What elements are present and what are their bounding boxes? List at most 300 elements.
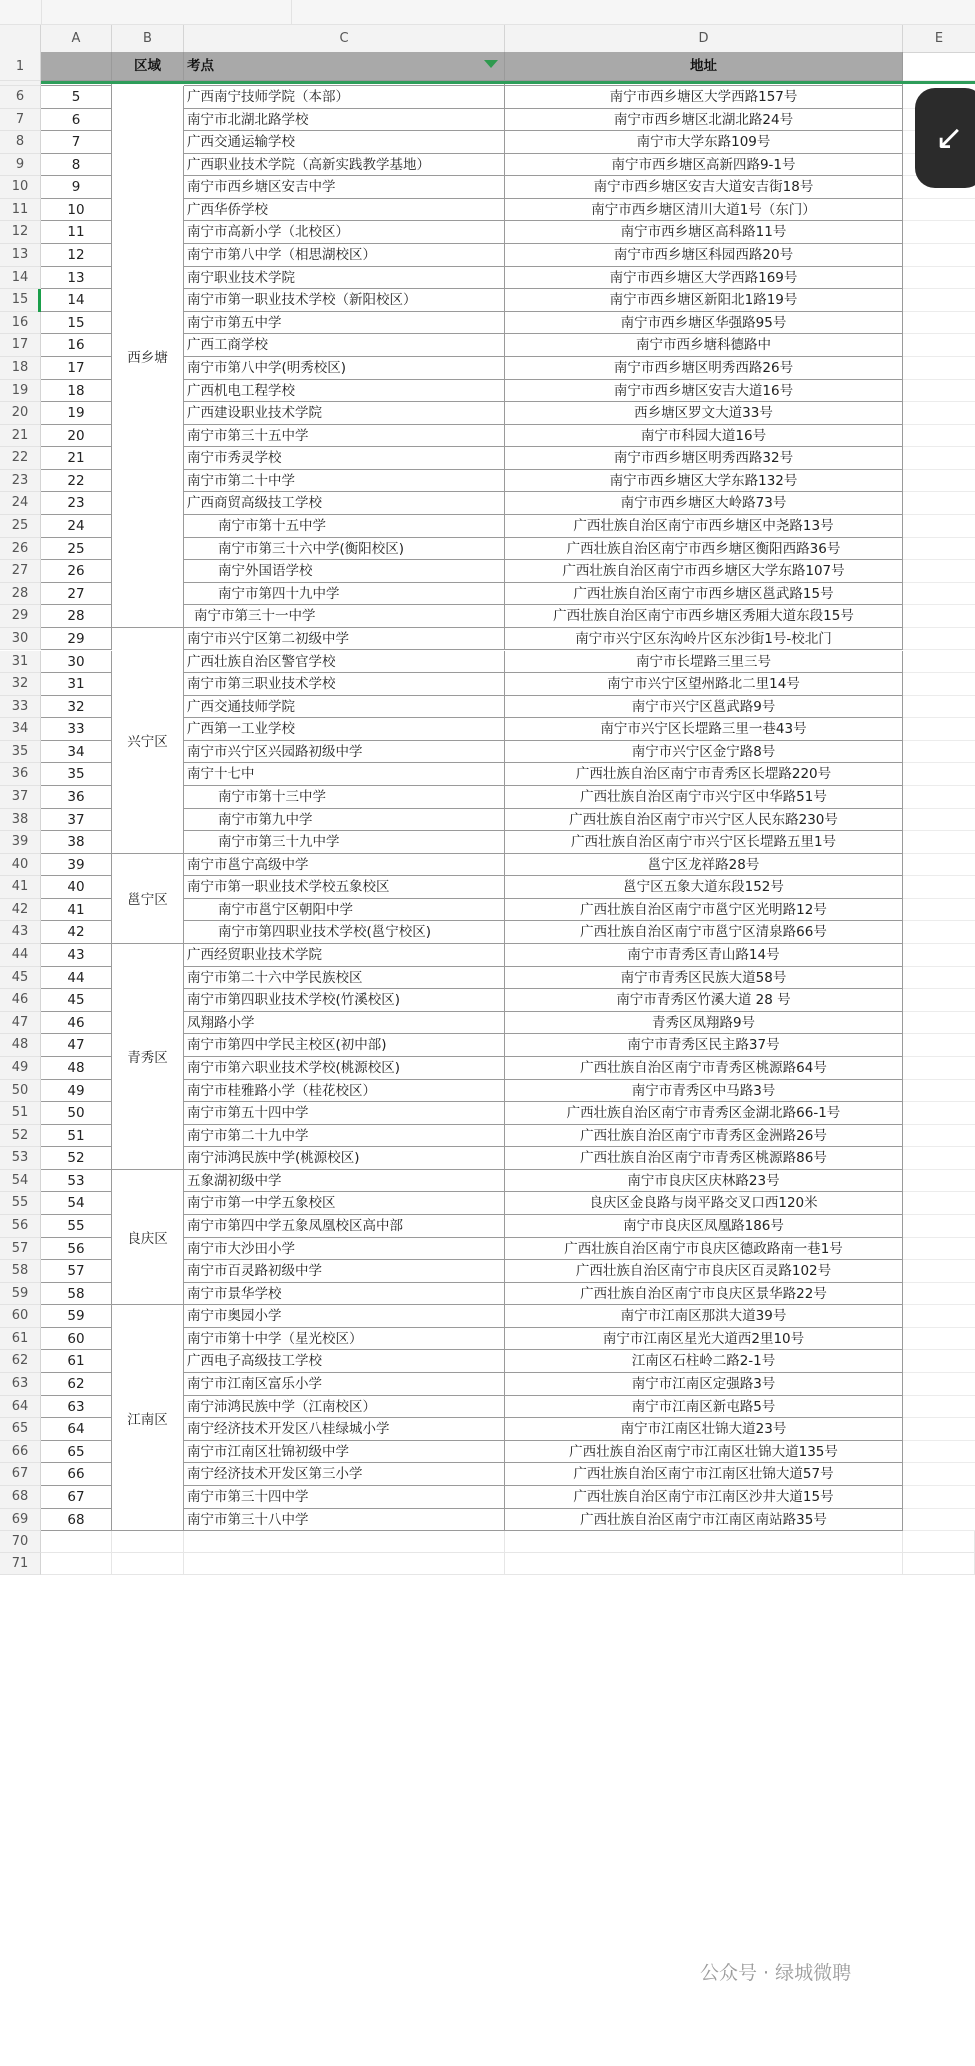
empty-cell[interactable] (903, 967, 975, 990)
empty-cell[interactable] (903, 899, 975, 922)
seq-number-cell[interactable]: 40 (41, 876, 112, 899)
exam-site-cell[interactable]: 广西职业技术学院（高新实践教学基地） (184, 154, 505, 177)
seq-number-cell[interactable]: 54 (41, 1192, 112, 1215)
exam-site-cell[interactable]: 广西建设职业技术学院 (184, 402, 505, 425)
row-header[interactable]: 6 (0, 86, 41, 109)
filter-dropdown-icon[interactable] (484, 60, 498, 68)
row-header[interactable]: 61 (0, 1328, 41, 1351)
row-header[interactable]: 45 (0, 967, 41, 990)
address-cell[interactable]: 邕宁区龙祥路28号 (505, 854, 903, 877)
row-header[interactable]: 30 (0, 628, 41, 651)
seq-number-cell[interactable]: 44 (41, 967, 112, 990)
exam-site-cell[interactable]: 广西商贸高级技工学校 (184, 492, 505, 515)
address-cell[interactable]: 广西壮族自治区南宁市兴宁区人民东路230号 (505, 809, 903, 832)
row-header[interactable]: 47 (0, 1012, 41, 1035)
empty-cell[interactable] (903, 221, 975, 244)
exam-site-cell[interactable]: 广西南宁技师学院（本部） (184, 86, 505, 109)
exam-site-cell[interactable]: 南宁市兴宁区兴园路初级中学 (184, 741, 505, 764)
row-header[interactable]: 16 (0, 312, 41, 335)
row-header[interactable]: 42 (0, 899, 41, 922)
row-header[interactable]: 57 (0, 1238, 41, 1261)
empty-cell[interactable] (112, 1531, 184, 1553)
address-cell[interactable]: 南宁市西乡塘区明秀西路32号 (505, 447, 903, 470)
empty-cell[interactable] (903, 989, 975, 1012)
empty-cell[interactable] (903, 1373, 975, 1396)
exam-site-cell[interactable]: 南宁市第十五中学 (184, 515, 505, 538)
seq-number-cell[interactable]: 29 (41, 628, 112, 651)
empty-cell[interactable] (903, 944, 975, 967)
exam-site-cell[interactable]: 广西电子高级技工学校 (184, 1350, 505, 1373)
seq-number-cell[interactable]: 46 (41, 1012, 112, 1035)
address-cell[interactable]: 南宁市西乡塘科德路中 (505, 334, 903, 357)
seq-number-cell[interactable]: 65 (41, 1441, 112, 1464)
row-header[interactable]: 56 (0, 1215, 41, 1238)
empty-cell[interactable] (903, 1215, 975, 1238)
address-cell[interactable]: 南宁市西乡塘区科园西路20号 (505, 244, 903, 267)
seq-number-cell[interactable]: 31 (41, 673, 112, 696)
seq-number-cell[interactable]: 66 (41, 1463, 112, 1486)
exam-site-cell[interactable]: 南宁市兴宁区第二初级中学 (184, 628, 505, 651)
empty-cell[interactable] (903, 334, 975, 357)
address-cell[interactable]: 南宁市兴宁区金宁路8号 (505, 741, 903, 764)
seq-number-cell[interactable]: 56 (41, 1238, 112, 1261)
empty-cell[interactable] (903, 831, 975, 854)
row-header[interactable]: 1 (0, 52, 41, 81)
header-cell-exam-site[interactable]: 考点 (184, 52, 505, 81)
address-cell[interactable]: 南宁市青秀区青山路14号 (505, 944, 903, 967)
exam-site-cell[interactable]: 南宁市第三十九中学 (184, 831, 505, 854)
exam-site-cell[interactable]: 南宁市第五十四中学 (184, 1102, 505, 1125)
address-cell[interactable]: 江南区石柱岭二路2-1号 (505, 1350, 903, 1373)
empty-cell[interactable] (903, 1350, 975, 1373)
exam-site-cell[interactable]: 南宁市第十三中学 (184, 786, 505, 809)
address-cell[interactable]: 南宁市江南区定强路3号 (505, 1373, 903, 1396)
exam-site-cell[interactable]: 南宁外国语学校 (184, 560, 505, 583)
address-cell[interactable]: 广西壮族自治区南宁市西乡塘区邕武路15号 (505, 583, 903, 606)
address-cell[interactable]: 南宁市青秀区中马路3号 (505, 1080, 903, 1103)
row-header[interactable]: 35 (0, 741, 41, 764)
row-header[interactable]: 11 (0, 199, 41, 222)
seq-number-cell[interactable]: 8 (41, 154, 112, 177)
empty-cell[interactable] (903, 515, 975, 538)
select-all-corner[interactable] (0, 25, 41, 52)
empty-cell[interactable] (903, 1238, 975, 1261)
exam-site-cell[interactable]: 凤翔路小学 (184, 1012, 505, 1035)
row-header[interactable]: 7 (0, 109, 41, 132)
address-cell[interactable]: 西乡塘区罗文大道33号 (505, 402, 903, 425)
exam-site-cell[interactable]: 南宁市第二十六中学民族校区 (184, 967, 505, 990)
row-header[interactable]: 28 (0, 583, 41, 606)
row-header[interactable]: 34 (0, 718, 41, 741)
address-cell[interactable]: 广西壮族自治区南宁市江南区壮锦大道135号 (505, 1441, 903, 1464)
address-cell[interactable]: 南宁市西乡塘区清川大道1号（东门） (505, 199, 903, 222)
exam-site-cell[interactable]: 广西华侨学校 (184, 199, 505, 222)
seq-number-cell[interactable]: 36 (41, 786, 112, 809)
header-cell-address[interactable]: 地址 (505, 52, 903, 81)
seq-number-cell[interactable]: 25 (41, 538, 112, 561)
exam-site-cell[interactable]: 南宁市第一职业技术学校五象校区 (184, 876, 505, 899)
row-header[interactable]: 20 (0, 402, 41, 425)
seq-number-cell[interactable]: 6 (41, 109, 112, 132)
address-cell[interactable]: 南宁市江南区新屯路5号 (505, 1396, 903, 1419)
header-cell-region[interactable]: 区域 (112, 52, 184, 81)
empty-cell[interactable] (903, 1057, 975, 1080)
seq-number-cell[interactable]: 12 (41, 244, 112, 267)
address-cell[interactable]: 南宁市西乡塘区安吉大道安吉街18号 (505, 176, 903, 199)
exam-site-cell[interactable]: 南宁市第三职业技术学校 (184, 673, 505, 696)
row-header[interactable]: 13 (0, 244, 41, 267)
exam-site-cell[interactable]: 南宁市江南区壮锦初级中学 (184, 1441, 505, 1464)
exam-site-cell[interactable]: 南宁市第五中学 (184, 312, 505, 335)
seq-number-cell[interactable]: 68 (41, 1509, 112, 1532)
exam-site-cell[interactable]: 南宁市奥园小学 (184, 1305, 505, 1328)
empty-cell[interactable] (903, 1034, 975, 1057)
empty-cell[interactable] (903, 1305, 975, 1328)
empty-cell[interactable] (903, 718, 975, 741)
column-header-b[interactable]: B (112, 25, 184, 52)
row-header[interactable]: 32 (0, 673, 41, 696)
row-header[interactable]: 10 (0, 176, 41, 199)
address-cell[interactable]: 南宁市青秀区竹溪大道 28 号 (505, 989, 903, 1012)
collapse-arrows-icon[interactable]: ↙ (915, 88, 975, 188)
empty-cell[interactable] (903, 447, 975, 470)
row-header[interactable]: 15 (0, 289, 41, 312)
exam-site-cell[interactable]: 南宁市第三十五中学 (184, 425, 505, 448)
address-cell[interactable]: 广西壮族自治区南宁市青秀区桃源路86号 (505, 1147, 903, 1170)
row-header[interactable]: 36 (0, 763, 41, 786)
exam-site-cell[interactable]: 南宁市第一中学五象校区 (184, 1192, 505, 1215)
exam-site-cell[interactable]: 广西工商学校 (184, 334, 505, 357)
empty-cell[interactable] (903, 402, 975, 425)
empty-cell[interactable] (903, 786, 975, 809)
region-merged-cell[interactable]: 良庆区 (112, 1170, 184, 1305)
exam-site-cell[interactable]: 南宁市第三十八中学 (184, 1509, 505, 1532)
exam-site-cell[interactable]: 南宁市第九中学 (184, 809, 505, 832)
address-cell[interactable]: 广西壮族自治区南宁市西乡塘区中尧路13号 (505, 515, 903, 538)
address-cell[interactable]: 南宁市江南区那洪大道39号 (505, 1305, 903, 1328)
exam-site-cell[interactable]: 南宁市第十中学（星光校区） (184, 1328, 505, 1351)
empty-cell[interactable] (903, 583, 975, 606)
seq-number-cell[interactable]: 48 (41, 1057, 112, 1080)
column-header-a[interactable]: A (41, 25, 112, 52)
empty-cell[interactable] (903, 763, 975, 786)
empty-cell[interactable] (903, 876, 975, 899)
row-header[interactable]: 65 (0, 1418, 41, 1441)
empty-cell[interactable] (903, 1080, 975, 1103)
address-cell[interactable]: 南宁市西乡塘区大学西路157号 (505, 86, 903, 109)
address-cell[interactable]: 广西壮族自治区南宁市兴宁区长堽路五里1号 (505, 831, 903, 854)
seq-number-cell[interactable]: 37 (41, 809, 112, 832)
empty-cell[interactable] (903, 1418, 975, 1441)
exam-site-cell[interactable]: 南宁市第一职业技术学校（新阳校区） (184, 289, 505, 312)
exam-site-cell[interactable]: 广西壮族自治区警官学校 (184, 651, 505, 674)
seq-number-cell[interactable]: 61 (41, 1350, 112, 1373)
column-header-c[interactable]: C (184, 25, 505, 52)
row-header[interactable]: 58 (0, 1260, 41, 1283)
seq-number-cell[interactable]: 42 (41, 921, 112, 944)
empty-cell[interactable] (903, 1260, 975, 1283)
region-merged-cell[interactable]: 青秀区 (112, 944, 184, 1170)
exam-site-cell[interactable]: 南宁职业技术学院 (184, 267, 505, 290)
exam-site-cell[interactable]: 南宁市西乡塘区安吉中学 (184, 176, 505, 199)
address-cell[interactable]: 南宁市良庆区凤凰路186号 (505, 1215, 903, 1238)
address-cell[interactable]: 广西壮族自治区南宁市青秀区长堽路220号 (505, 763, 903, 786)
region-merged-cell[interactable]: 邕宁区 (112, 854, 184, 944)
empty-cell[interactable] (903, 1396, 975, 1419)
empty-cell[interactable] (903, 921, 975, 944)
empty-cell[interactable] (903, 470, 975, 493)
row-header[interactable]: 46 (0, 989, 41, 1012)
seq-number-cell[interactable]: 53 (41, 1170, 112, 1193)
exam-site-cell[interactable]: 南宁经济技术开发区第三小学 (184, 1463, 505, 1486)
address-cell[interactable]: 南宁市西乡塘区大学西路169号 (505, 267, 903, 290)
empty-cell[interactable] (903, 289, 975, 312)
seq-number-cell[interactable]: 52 (41, 1147, 112, 1170)
empty-cell[interactable] (184, 1553, 505, 1575)
empty-cell[interactable] (903, 1283, 975, 1306)
row-header[interactable]: 22 (0, 447, 41, 470)
address-cell[interactable]: 南宁市西乡塘区北湖北路24号 (505, 109, 903, 132)
empty-cell[interactable] (903, 380, 975, 403)
seq-number-cell[interactable]: 41 (41, 899, 112, 922)
address-cell[interactable]: 广西壮族自治区南宁市江南区沙井大道15号 (505, 1486, 903, 1509)
exam-site-cell[interactable]: 南宁市第四十九中学 (184, 583, 505, 606)
seq-number-cell[interactable]: 47 (41, 1034, 112, 1057)
address-cell[interactable]: 南宁市西乡塘区高科路11号 (505, 221, 903, 244)
row-header[interactable]: 50 (0, 1080, 41, 1103)
address-cell[interactable]: 南宁市兴宁区望州路北二里14号 (505, 673, 903, 696)
seq-number-cell[interactable]: 24 (41, 515, 112, 538)
empty-cell[interactable] (505, 1531, 903, 1553)
seq-number-cell[interactable]: 19 (41, 402, 112, 425)
address-cell[interactable]: 广西壮族自治区南宁市良庆区景华路22号 (505, 1283, 903, 1306)
seq-number-cell[interactable]: 50 (41, 1102, 112, 1125)
exam-site-cell[interactable]: 南宁市第八中学（相思湖校区） (184, 244, 505, 267)
address-cell[interactable]: 南宁市兴宁区邕武路9号 (505, 696, 903, 719)
address-cell[interactable]: 广西壮族自治区南宁市江南区壮锦大道57号 (505, 1463, 903, 1486)
seq-number-cell[interactable]: 49 (41, 1080, 112, 1103)
exam-site-cell[interactable]: 南宁市第四职业技术学校(邕宁校区) (184, 921, 505, 944)
exam-site-cell[interactable]: 广西第一工业学校 (184, 718, 505, 741)
empty-cell[interactable] (903, 673, 975, 696)
address-cell[interactable]: 南宁市科园大道16号 (505, 425, 903, 448)
address-cell[interactable]: 广西壮族自治区南宁市邕宁区清泉路66号 (505, 921, 903, 944)
address-cell[interactable]: 南宁市西乡塘区高新四路9-1号 (505, 154, 903, 177)
column-header-d[interactable]: D (505, 25, 903, 52)
header-cell-a[interactable] (41, 52, 112, 81)
row-header[interactable]: 51 (0, 1102, 41, 1125)
seq-number-cell[interactable]: 14 (41, 289, 112, 312)
row-header[interactable]: 21 (0, 425, 41, 448)
seq-number-cell[interactable]: 63 (41, 1396, 112, 1419)
empty-cell[interactable] (903, 605, 975, 628)
seq-number-cell[interactable]: 59 (41, 1305, 112, 1328)
address-cell[interactable]: 良庆区金良路与岗平路交叉口西120米 (505, 1192, 903, 1215)
seq-number-cell[interactable]: 55 (41, 1215, 112, 1238)
address-cell[interactable]: 南宁市江南区星光大道西2里10号 (505, 1328, 903, 1351)
exam-site-cell[interactable]: 南宁市第三十四中学 (184, 1486, 505, 1509)
exam-site-cell[interactable]: 南宁市秀灵学校 (184, 447, 505, 470)
row-header[interactable]: 25 (0, 515, 41, 538)
seq-number-cell[interactable]: 23 (41, 492, 112, 515)
row-header[interactable]: 17 (0, 334, 41, 357)
seq-number-cell[interactable]: 64 (41, 1418, 112, 1441)
seq-number-cell[interactable]: 57 (41, 1260, 112, 1283)
address-cell[interactable]: 广西壮族自治区南宁市西乡塘区大学东路107号 (505, 560, 903, 583)
row-header[interactable]: 53 (0, 1147, 41, 1170)
empty-cell[interactable] (903, 1147, 975, 1170)
seq-number-cell[interactable]: 21 (41, 447, 112, 470)
row-header[interactable]: 33 (0, 696, 41, 719)
seq-number-cell[interactable]: 15 (41, 312, 112, 335)
seq-number-cell[interactable]: 13 (41, 267, 112, 290)
exam-site-cell[interactable]: 南宁市百灵路初级中学 (184, 1260, 505, 1283)
exam-site-cell[interactable]: 南宁市第三十一中学 (184, 605, 505, 628)
exam-site-cell[interactable]: 南宁十七中 (184, 763, 505, 786)
empty-cell[interactable] (903, 425, 975, 448)
empty-cell[interactable] (903, 560, 975, 583)
column-header-e[interactable]: E (934, 31, 944, 46)
empty-cell[interactable] (903, 1328, 975, 1351)
empty-cell[interactable] (903, 1553, 975, 1575)
exam-site-cell[interactable]: 南宁沛鸿民族中学（江南校区） (184, 1396, 505, 1419)
empty-cell[interactable] (903, 244, 975, 267)
row-header[interactable]: 29 (0, 605, 41, 628)
row-header[interactable]: 55 (0, 1192, 41, 1215)
empty-cell[interactable] (903, 809, 975, 832)
row-header[interactable]: 31 (0, 651, 41, 674)
address-cell[interactable]: 南宁市良庆区庆林路23号 (505, 1170, 903, 1193)
empty-cell[interactable] (903, 1463, 975, 1486)
empty-cell[interactable] (903, 696, 975, 719)
seq-number-cell[interactable]: 39 (41, 854, 112, 877)
address-cell[interactable]: 广西壮族自治区南宁市江南区南站路35号 (505, 1509, 903, 1532)
address-cell[interactable]: 邕宁区五象大道东段152号 (505, 876, 903, 899)
row-header[interactable]: 52 (0, 1125, 41, 1148)
row-header[interactable]: 67 (0, 1463, 41, 1486)
seq-number-cell[interactable]: 20 (41, 425, 112, 448)
row-header[interactable]: 12 (0, 221, 41, 244)
address-cell[interactable]: 广西壮族自治区南宁市西乡塘区秀厢大道东段15号 (505, 605, 903, 628)
seq-number-cell[interactable]: 9 (41, 176, 112, 199)
address-cell[interactable]: 南宁市兴宁区长堽路三里一巷43号 (505, 718, 903, 741)
row-header[interactable]: 39 (0, 831, 41, 854)
seq-number-cell[interactable]: 30 (41, 651, 112, 674)
seq-number-cell[interactable]: 32 (41, 696, 112, 719)
address-cell[interactable]: 南宁市兴宁区东沟岭片区东沙街1号-校北门 (505, 628, 903, 651)
seq-number-cell[interactable]: 62 (41, 1373, 112, 1396)
exam-site-cell[interactable]: 广西机电工程学校 (184, 380, 505, 403)
exam-site-cell[interactable]: 南宁市第四职业技术学校(竹溪校区) (184, 989, 505, 1012)
row-header[interactable]: 48 (0, 1034, 41, 1057)
row-header[interactable]: 71 (0, 1553, 41, 1575)
row-header[interactable]: 59 (0, 1283, 41, 1306)
row-header[interactable]: 26 (0, 538, 41, 561)
row-header[interactable]: 40 (0, 854, 41, 877)
row-header[interactable]: 66 (0, 1441, 41, 1464)
row-header[interactable]: 14 (0, 267, 41, 290)
address-cell[interactable]: 南宁市青秀区民主路37号 (505, 1034, 903, 1057)
seq-number-cell[interactable]: 17 (41, 357, 112, 380)
row-header[interactable]: 38 (0, 809, 41, 832)
empty-cell[interactable] (903, 538, 975, 561)
empty-cell[interactable] (903, 1102, 975, 1125)
row-header[interactable]: 19 (0, 380, 41, 403)
seq-number-cell[interactable]: 10 (41, 199, 112, 222)
address-cell[interactable]: 南宁市长堽路三里三号 (505, 651, 903, 674)
row-header[interactable]: 41 (0, 876, 41, 899)
seq-number-cell[interactable]: 27 (41, 583, 112, 606)
row-header[interactable]: 23 (0, 470, 41, 493)
address-cell[interactable]: 广西壮族自治区南宁市良庆区德政路南一巷1号 (505, 1238, 903, 1261)
row-header[interactable]: 63 (0, 1373, 41, 1396)
row-header[interactable]: 18 (0, 357, 41, 380)
exam-site-cell[interactable]: 南宁市桂雅路小学（桂花校区） (184, 1080, 505, 1103)
region-merged-cell[interactable]: 兴宁区 (112, 628, 184, 854)
exam-site-cell[interactable]: 南宁市第二十中学 (184, 470, 505, 493)
empty-cell[interactable] (903, 854, 975, 877)
exam-site-cell[interactable]: 南宁市第六职业技术学校(桃源校区) (184, 1057, 505, 1080)
address-cell[interactable]: 南宁市西乡塘区新阳北1路19号 (505, 289, 903, 312)
empty-cell[interactable] (903, 651, 975, 674)
empty-cell[interactable] (903, 199, 975, 222)
row-header[interactable]: 8 (0, 131, 41, 154)
exam-site-cell[interactable]: 南宁经济技术开发区八桂绿城小学 (184, 1418, 505, 1441)
exam-site-cell[interactable]: 广西交通运输学校 (184, 131, 505, 154)
exam-site-cell[interactable]: 南宁市景华学校 (184, 1283, 505, 1306)
seq-number-cell[interactable]: 33 (41, 718, 112, 741)
address-cell[interactable]: 广西壮族自治区南宁市良庆区百灵路102号 (505, 1260, 903, 1283)
seq-number-cell[interactable]: 43 (41, 944, 112, 967)
empty-cell[interactable] (903, 628, 975, 651)
exam-site-cell[interactable]: 南宁市第八中学(明秀校区) (184, 357, 505, 380)
address-cell[interactable]: 南宁市大学东路109号 (505, 131, 903, 154)
empty-cell[interactable] (903, 1531, 975, 1553)
region-merged-cell[interactable]: 江南区 (112, 1305, 184, 1531)
row-header[interactable]: 49 (0, 1057, 41, 1080)
exam-site-cell[interactable]: 广西交通技师学院 (184, 696, 505, 719)
empty-cell[interactable] (903, 312, 975, 335)
exam-site-cell[interactable]: 南宁市高新小学（北校区） (184, 221, 505, 244)
empty-cell[interactable] (903, 1012, 975, 1035)
exam-site-cell[interactable]: 南宁市第四中学五象凤凰校区高中部 (184, 1215, 505, 1238)
seq-number-cell[interactable]: 11 (41, 221, 112, 244)
exam-site-cell[interactable]: 南宁市第二十九中学 (184, 1125, 505, 1148)
empty-cell[interactable] (112, 1553, 184, 1575)
exam-site-cell[interactable]: 五象湖初级中学 (184, 1170, 505, 1193)
address-cell[interactable]: 广西壮族自治区南宁市青秀区金洲路26号 (505, 1125, 903, 1148)
empty-cell[interactable] (903, 1441, 975, 1464)
seq-number-cell[interactable]: 18 (41, 380, 112, 403)
row-header[interactable]: 64 (0, 1396, 41, 1419)
region-merged-cell[interactable]: 西乡塘 (112, 86, 184, 628)
empty-cell[interactable] (903, 1509, 975, 1532)
empty-cell[interactable] (903, 1170, 975, 1193)
empty-cell[interactable] (184, 1531, 505, 1553)
seq-number-cell[interactable]: 28 (41, 605, 112, 628)
address-cell[interactable]: 广西壮族自治区南宁市青秀区桃源路64号 (505, 1057, 903, 1080)
address-cell[interactable]: 青秀区凤翔路9号 (505, 1012, 903, 1035)
empty-cell[interactable] (903, 357, 975, 380)
address-cell[interactable]: 南宁市西乡塘区安吉大道16号 (505, 380, 903, 403)
empty-cell[interactable] (903, 1486, 975, 1509)
row-header[interactable]: 68 (0, 1486, 41, 1509)
empty-cell[interactable] (903, 1125, 975, 1148)
seq-number-cell[interactable]: 35 (41, 763, 112, 786)
row-header[interactable]: 70 (0, 1531, 41, 1553)
address-cell[interactable]: 广西壮族自治区南宁市邕宁区光明路12号 (505, 899, 903, 922)
row-header[interactable]: 24 (0, 492, 41, 515)
